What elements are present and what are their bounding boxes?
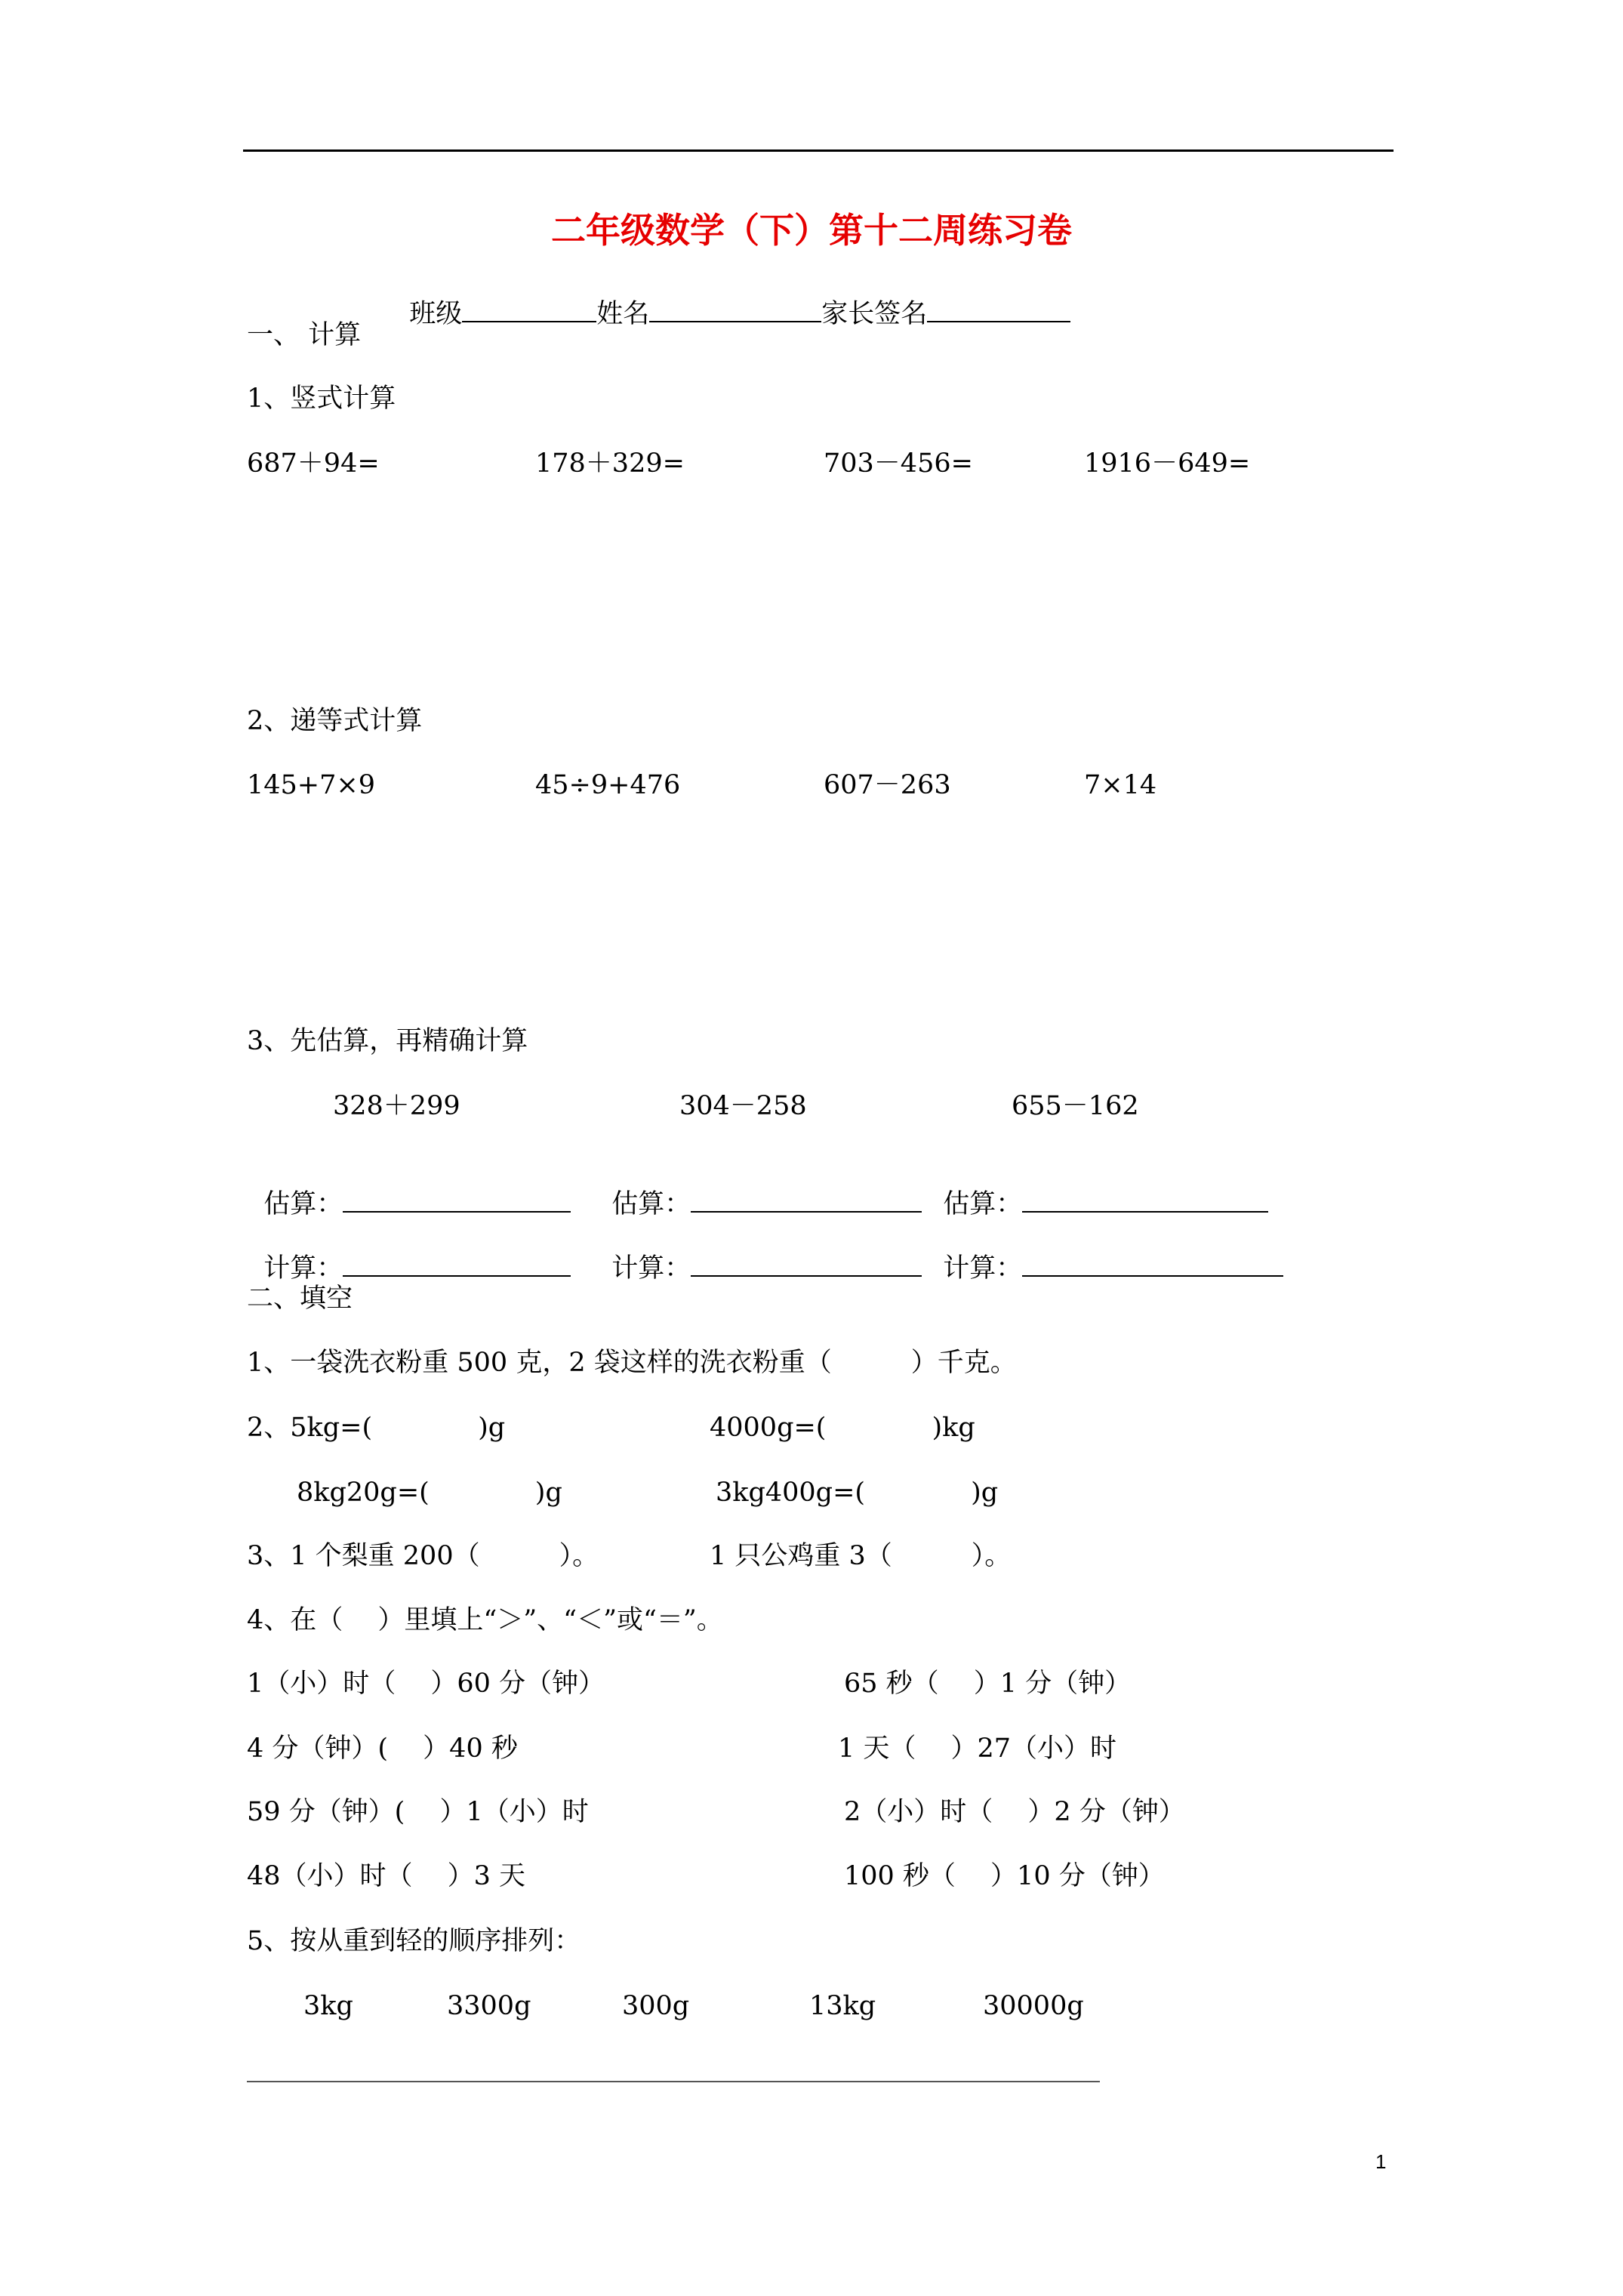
calc-label: 计算：: [943, 1253, 1023, 1284]
parent-sign-blank[interactable]: [927, 297, 1070, 322]
weight-item: 3300g: [447, 1991, 531, 2021]
estimate-label: 估算：: [943, 1189, 1023, 1219]
name-label: 姓名: [596, 299, 650, 329]
fill-q5-label: 5、按从重到轻的顺序排列：: [247, 1926, 581, 1956]
q1-label: 1、竖式计算: [247, 384, 396, 414]
compare-item: 100 秒（ ）10 分（钟）: [844, 1861, 1165, 1891]
estimate-blank[interactable]: [343, 1187, 571, 1213]
q2-item: 145+7×9: [247, 770, 375, 800]
parent-sign-label: 家长签名: [821, 299, 928, 329]
weight-item: 13kg: [809, 1991, 876, 2021]
compare-item: 59 分（钟）( ）1（小）时: [247, 1797, 589, 1827]
calc-blank[interactable]: [343, 1251, 571, 1277]
fill-q2: 4000g=( )kg: [710, 1413, 975, 1443]
footer-rule: [247, 2081, 1100, 2082]
q1-item: 178＋329=: [535, 448, 685, 479]
q3-item: 328＋299: [333, 1091, 460, 1121]
q1-item: 1916－649=: [1084, 448, 1251, 479]
q1-item: 703－456=: [824, 448, 973, 479]
calc-label: 计算：: [263, 1253, 343, 1284]
section-2-heading: 二、填空: [247, 1284, 353, 1314]
estimate-row: [247, 1154, 571, 1221]
fill-q2: 8kg20g=( )g: [297, 1478, 562, 1508]
calc-row: [926, 1218, 1283, 1285]
calc-blank[interactable]: [691, 1251, 922, 1277]
fill-q3: 1 只公鸡重 3（ ）。: [710, 1541, 1012, 1571]
compare-item: 65 秒（ ）1 分（钟）: [844, 1669, 1132, 1699]
name-blank[interactable]: [649, 297, 821, 322]
student-info-line: [393, 264, 1070, 331]
q2-item: 7×14: [1084, 770, 1157, 800]
compare-item: 1 天（ ）27（小）时: [838, 1734, 1117, 1764]
page-number: 1: [1375, 2150, 1387, 2173]
calc-blank[interactable]: [1022, 1251, 1283, 1277]
weight-item: 3kg: [303, 1991, 353, 2021]
compare-item: 48（小）时（ ）3 天: [247, 1861, 526, 1891]
fill-q3: 3、1 个梨重 200（ ）。: [247, 1541, 599, 1571]
fill-q2: 2、5kg=( )g: [247, 1413, 506, 1443]
estimate-row: [926, 1154, 1268, 1221]
q1-item: 687＋94=: [247, 448, 380, 479]
q3-item: 655－162: [1012, 1091, 1139, 1121]
page-title: 二年级数学（下）第十二周练习卷: [551, 210, 1072, 251]
weight-item: 300g: [622, 1991, 690, 2021]
calc-row: [247, 1218, 571, 1285]
q2-item: 607－263: [824, 770, 951, 800]
estimate-label: 估算：: [611, 1189, 691, 1219]
calc-row: [595, 1218, 922, 1285]
compare-item: 2（小）时（ ）2 分（钟）: [844, 1797, 1185, 1827]
calc-label: 计算：: [611, 1253, 691, 1284]
fill-q2: 3kg400g=( )g: [716, 1478, 999, 1508]
fill-q1: 1、一袋洗衣粉重 500 克，2 袋这样的洗衣粉重（ ）千克。: [247, 1348, 1017, 1378]
class-label: 班级: [409, 299, 463, 329]
section-1-heading: 一、 计算: [247, 320, 362, 350]
estimate-blank[interactable]: [691, 1187, 922, 1213]
q2-label: 2、递等式计算: [247, 706, 423, 736]
q3-label: 3、先估算，再精确计算: [247, 1026, 528, 1056]
estimate-row: [595, 1154, 922, 1221]
header-rule: [243, 149, 1394, 152]
weight-item: 30000g: [983, 1991, 1084, 2021]
estimate-label: 估算：: [263, 1189, 343, 1219]
q2-item: 45÷9+476: [535, 770, 681, 800]
fill-q4-label: 4、在（ ）里填上“＞”、“＜”或“＝”。: [247, 1605, 723, 1635]
compare-item: 1（小）时（ ）60 分（钟）: [247, 1669, 605, 1699]
estimate-blank[interactable]: [1022, 1187, 1268, 1213]
q3-item: 304－258: [679, 1091, 807, 1121]
compare-item: 4 分（钟）( ）40 秒: [247, 1734, 518, 1764]
class-blank[interactable]: [462, 297, 596, 322]
